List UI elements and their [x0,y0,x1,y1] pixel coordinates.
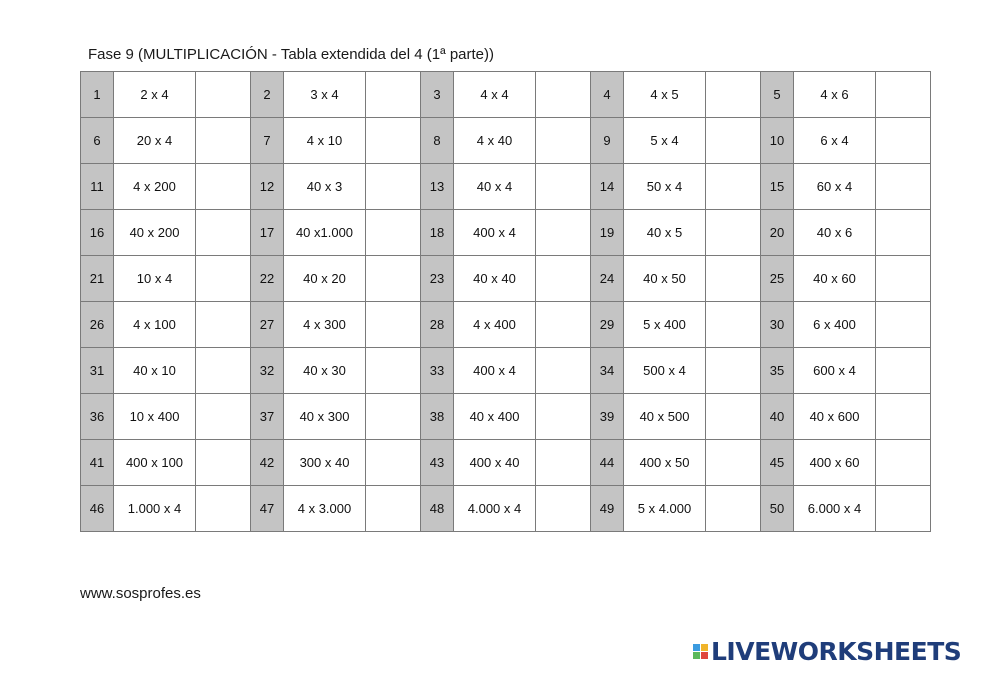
exercise-number: 49 [591,486,624,532]
answer-input[interactable] [366,118,420,163]
exercise-number: 35 [761,348,794,394]
multiplication-operation: 40 x 10 [114,348,196,394]
answer-input[interactable] [196,72,250,117]
multiplication-operation: 5 x 4.000 [624,486,706,532]
answer-cell [196,486,251,532]
answer-cell [706,394,761,440]
answer-input[interactable] [536,302,590,347]
multiplication-operation: 400 x 50 [624,440,706,486]
answer-cell [876,164,931,210]
answer-cell [366,256,421,302]
answer-cell [366,486,421,532]
logo-square [701,652,708,659]
answer-cell [706,440,761,486]
answer-cell [366,210,421,256]
answer-input[interactable] [196,210,250,255]
answer-input[interactable] [196,440,250,485]
exercise-number: 14 [591,164,624,210]
exercise-number: 9 [591,118,624,164]
answer-input[interactable] [366,210,420,255]
multiplication-operation: 40 x 20 [284,256,366,302]
multiplication-operation: 40 x 3 [284,164,366,210]
multiplication-operation: 400 x 4 [454,348,536,394]
multiplication-table [80,71,931,532]
answer-cell [536,440,591,486]
exercise-number: 32 [251,348,284,394]
multiplication-operation: 4 x 100 [114,302,196,348]
footer-url: www.sosprofes.es [80,585,201,602]
answer-input[interactable] [706,440,760,485]
exercise-number: 29 [591,302,624,348]
answer-cell [196,348,251,394]
answer-input[interactable] [536,394,590,439]
multiplication-operation: 4 x 3.000 [284,486,366,532]
answer-cell [706,348,761,394]
multiplication-operation: 300 x 40 [284,440,366,486]
exercise-number: 39 [591,394,624,440]
multiplication-operation: 4 x 10 [284,118,366,164]
brand-name: LIVEWORKSHEETS [711,637,962,666]
answer-input[interactable] [876,302,930,347]
table-row [81,348,931,394]
answer-cell [536,72,591,118]
multiplication-operation: 400 x 4 [454,210,536,256]
answer-input[interactable] [366,256,420,301]
answer-cell [366,72,421,118]
multiplication-operation: 500 x 4 [624,348,706,394]
exercise-number: 50 [761,486,794,532]
answer-cell [706,302,761,348]
exercise-number: 47 [251,486,284,532]
answer-cell [706,72,761,118]
multiplication-operation: 40 x 400 [454,394,536,440]
answer-cell [196,256,251,302]
answer-input[interactable] [706,302,760,347]
multiplication-operation: 2 x 4 [114,72,196,118]
exercise-number: 34 [591,348,624,394]
exercise-number: 21 [81,256,114,302]
exercise-number: 11 [81,164,114,210]
exercise-number: 25 [761,256,794,302]
exercise-number: 13 [421,164,454,210]
table-row [81,256,931,302]
exercise-number: 6 [81,118,114,164]
multiplication-operation: 400 x 40 [454,440,536,486]
multiplication-operation: 600 x 4 [794,348,876,394]
answer-cell [706,118,761,164]
exercise-number: 45 [761,440,794,486]
answer-input[interactable] [706,394,760,439]
multiplication-operation: 5 x 400 [624,302,706,348]
answer-input[interactable] [196,394,250,439]
answer-input[interactable] [196,348,250,393]
answer-cell [706,256,761,302]
answer-cell [536,210,591,256]
answer-input[interactable] [196,164,250,209]
multiplication-operation: 40 x 5 [624,210,706,256]
exercise-number: 37 [251,394,284,440]
multiplication-operation: 4 x 40 [454,118,536,164]
multiplication-operation: 40 x 6 [794,210,876,256]
multiplication-operation: 3 x 4 [284,72,366,118]
logo-square [693,644,700,651]
answer-cell [196,210,251,256]
multiplication-operation: 4 x 200 [114,164,196,210]
multiplication-operation: 400 x 100 [114,440,196,486]
answer-cell [876,486,931,532]
answer-input[interactable] [876,256,930,301]
table-row [81,210,931,256]
liveworksheets-logo [693,637,961,666]
answer-input[interactable] [706,486,760,531]
exercise-number: 30 [761,302,794,348]
answer-cell [876,72,931,118]
answer-cell [876,118,931,164]
exercise-number: 33 [421,348,454,394]
answer-input[interactable] [706,164,760,209]
exercise-number: 46 [81,486,114,532]
multiplication-operation: 10 x 400 [114,394,196,440]
exercise-number: 22 [251,256,284,302]
answer-input[interactable] [876,440,930,485]
answer-cell [196,164,251,210]
answer-cell [876,210,931,256]
answer-cell [536,256,591,302]
answer-input[interactable] [706,118,760,163]
exercise-number: 40 [761,394,794,440]
answer-cell [366,164,421,210]
multiplication-operation: 40 x 4 [454,164,536,210]
exercise-number: 4 [591,72,624,118]
answer-cell [706,210,761,256]
answer-cell [876,394,931,440]
answer-cell [366,348,421,394]
answer-input[interactable] [366,72,420,117]
multiplication-operation: 4.000 x 4 [454,486,536,532]
multiplication-operation: 5 x 4 [624,118,706,164]
multiplication-operation: 20 x 4 [114,118,196,164]
answer-input[interactable] [536,440,590,485]
multiplication-operation: 4 x 400 [454,302,536,348]
answer-input[interactable] [366,394,420,439]
answer-input[interactable] [196,486,250,531]
answer-cell [366,394,421,440]
answer-input[interactable] [196,302,250,347]
exercise-number: 41 [81,440,114,486]
multiplication-operation: 6 x 4 [794,118,876,164]
answer-input[interactable] [536,118,590,163]
multiplication-operation: 40 x 300 [284,394,366,440]
multiplication-operation: 1.000 x 4 [114,486,196,532]
exercise-number: 12 [251,164,284,210]
answer-input[interactable] [876,394,930,439]
multiplication-operation: 10 x 4 [114,256,196,302]
multiplication-operation: 6 x 400 [794,302,876,348]
exercise-number: 36 [81,394,114,440]
answer-input[interactable] [366,348,420,393]
multiplication-operation: 50 x 4 [624,164,706,210]
answer-cell [536,302,591,348]
exercise-number: 31 [81,348,114,394]
multiplication-operation: 40 x 30 [284,348,366,394]
table-row [81,440,931,486]
answer-cell [196,118,251,164]
answer-cell [536,118,591,164]
answer-input[interactable] [536,348,590,393]
multiplication-operation: 40 x 500 [624,394,706,440]
exercise-number: 27 [251,302,284,348]
exercise-number: 17 [251,210,284,256]
table-row [81,394,931,440]
table-row [81,486,931,532]
multiplication-operation: 400 x 60 [794,440,876,486]
exercise-number: 26 [81,302,114,348]
answer-cell [876,256,931,302]
logo-square [701,644,708,651]
exercise-number: 48 [421,486,454,532]
table-row [81,302,931,348]
exercise-number: 15 [761,164,794,210]
table-row [81,164,931,210]
table-body [81,72,931,532]
answer-input[interactable] [196,256,250,301]
liveworksheets-icon [693,644,708,659]
answer-input[interactable] [536,256,590,301]
answer-input[interactable] [876,348,930,393]
answer-input[interactable] [706,210,760,255]
answer-cell [366,440,421,486]
multiplication-operation: 4 x 4 [454,72,536,118]
exercise-number: 44 [591,440,624,486]
exercise-number: 5 [761,72,794,118]
answer-cell [366,302,421,348]
answer-input[interactable] [536,72,590,117]
answer-cell [366,118,421,164]
answer-input[interactable] [876,210,930,255]
exercise-number: 28 [421,302,454,348]
answer-input[interactable] [706,256,760,301]
multiplication-operation: 40 x 60 [794,256,876,302]
answer-cell [876,302,931,348]
answer-cell [196,72,251,118]
answer-cell [706,486,761,532]
answer-input[interactable] [366,302,420,347]
answer-input[interactable] [366,486,420,531]
multiplication-operation: 4 x 300 [284,302,366,348]
multiplication-operation: 40 x1.000 [284,210,366,256]
exercise-number: 38 [421,394,454,440]
answer-cell [196,440,251,486]
answer-cell [196,302,251,348]
exercise-number: 23 [421,256,454,302]
answer-cell [536,164,591,210]
answer-cell [196,394,251,440]
multiplication-operation: 6.000 x 4 [794,486,876,532]
answer-input[interactable] [366,440,420,485]
answer-cell [536,394,591,440]
answer-cell [536,486,591,532]
exercise-number: 19 [591,210,624,256]
multiplication-operation: 40 x 600 [794,394,876,440]
answer-input[interactable] [876,118,930,163]
exercise-number: 18 [421,210,454,256]
answer-input[interactable] [196,118,250,163]
exercise-number: 3 [421,72,454,118]
exercise-number: 20 [761,210,794,256]
answer-input[interactable] [536,486,590,531]
multiplication-operation: 4 x 6 [794,72,876,118]
answer-input[interactable] [366,164,420,209]
logo-square [693,652,700,659]
answer-cell [706,164,761,210]
multiplication-operation: 60 x 4 [794,164,876,210]
multiplication-operation: 40 x 50 [624,256,706,302]
exercise-number: 8 [421,118,454,164]
answer-input[interactable] [706,72,760,117]
answer-input[interactable] [536,164,590,209]
answer-cell [876,348,931,394]
multiplication-operation: 40 x 40 [454,256,536,302]
exercise-number: 43 [421,440,454,486]
answer-input[interactable] [876,164,930,209]
answer-cell [536,348,591,394]
exercise-number: 10 [761,118,794,164]
answer-cell [876,440,931,486]
exercise-number: 1 [81,72,114,118]
multiplication-operation: 40 x 200 [114,210,196,256]
table-row [81,118,931,164]
answer-input[interactable] [876,486,930,531]
worksheet-title: Fase 9 (MULTIPLICACIÓN - Tabla extendida del 4 (1ª parte)) [88,46,494,63]
exercise-number: 7 [251,118,284,164]
answer-input[interactable] [536,210,590,255]
answer-input[interactable] [706,348,760,393]
table-row [81,72,931,118]
answer-input[interactable] [876,72,930,117]
exercise-number: 2 [251,72,284,118]
multiplication-operation: 4 x 5 [624,72,706,118]
exercise-number: 24 [591,256,624,302]
exercise-number: 16 [81,210,114,256]
exercise-number: 42 [251,440,284,486]
